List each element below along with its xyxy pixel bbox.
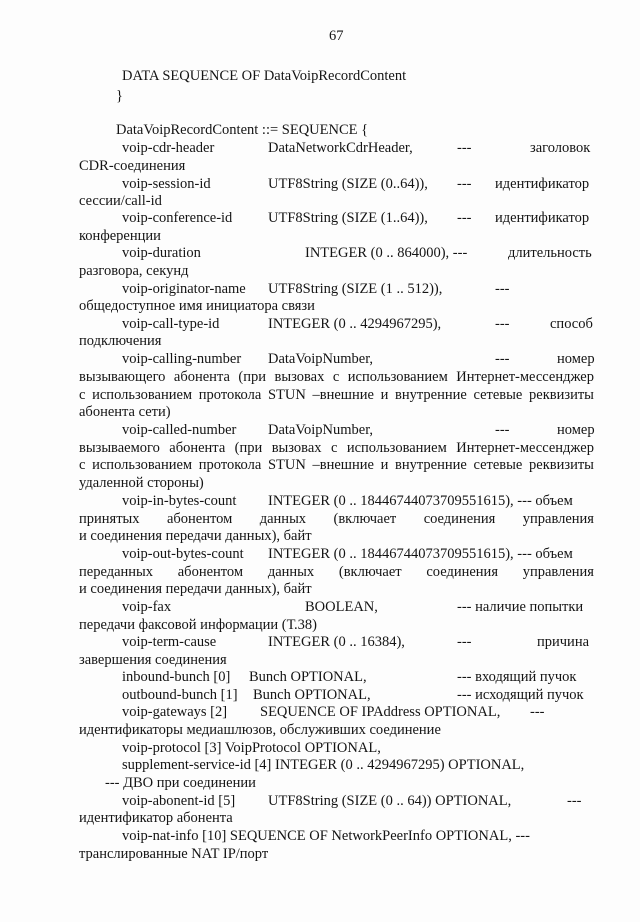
word: абонента [173, 369, 230, 385]
word: соединения [426, 564, 498, 580]
word: и [380, 387, 389, 403]
text-line [0, 597, 640, 617]
text-segment: причина [537, 634, 590, 650]
text-segment: --- [495, 351, 510, 367]
text-segment: --- [495, 422, 510, 438]
text-segment: транслированные NAT IP/порт [79, 846, 269, 862]
text-segment: абонента сети) [79, 404, 171, 420]
text-segment: INTEGER (0 .. 16384), [268, 634, 405, 650]
text-segment: voip-duration [122, 245, 201, 261]
word: протокола [198, 457, 262, 473]
text-segment: CDR-соединения [79, 158, 186, 174]
word: использованием [347, 369, 448, 385]
word: STUN [267, 457, 306, 473]
text-segment: завершения соединения [79, 652, 227, 668]
word: с [79, 457, 86, 473]
text-segment: Bunch OPTIONAL, [253, 687, 371, 703]
text-segment: BOOLEAN, [305, 599, 378, 615]
word: реквизиты [529, 457, 594, 473]
text-segment: --- [530, 704, 545, 720]
text-segment: voip-protocol [3] VoipProtocol OPTIONAL, [122, 740, 381, 756]
word: (при [238, 369, 266, 385]
word: (включает [338, 564, 402, 580]
text-segment: передачи факсовой информации (Т.38) [79, 617, 317, 633]
text-segment: и соединения передачи данных), байт [79, 581, 312, 597]
word: переданных [79, 564, 154, 580]
text-segment: UTF8String (SIZE (0..64)), [268, 176, 428, 192]
text-segment: DataNetworkCdrHeader, [268, 140, 413, 156]
word: управления [522, 511, 594, 527]
text-segment: идентификатор [495, 210, 590, 226]
text-line [0, 66, 640, 86]
text-line [79, 455, 594, 475]
text-segment: номер [557, 422, 595, 438]
text-segment: --- наличие попытки [457, 599, 584, 615]
text-line [0, 632, 640, 652]
text-segment: voip-in-bytes-count [122, 493, 237, 509]
text-segment: outbound-bunch [1] [122, 687, 238, 703]
text-segment: UTF8String (SIZE (0 .. 64)) OPTIONAL, [268, 793, 512, 809]
text-segment: voip-out-bytes-count [122, 546, 244, 562]
text-segment: сессии/call-id [79, 193, 162, 209]
word: вызывающего [79, 369, 166, 385]
text-segment: и соединения передачи данных), байт [79, 528, 312, 544]
text-segment: --- [457, 140, 472, 156]
text-segment: INTEGER (0 .. 18446744073709551615), --- объем [268, 493, 573, 509]
text-line [0, 808, 640, 828]
text-segment: supplement-service-id [4] INTEGER (0 .. 4294967295) OPTIONAL, [122, 757, 525, 773]
text-segment: voip-fax [122, 599, 172, 615]
text-segment: inbound-bunch [0] [122, 669, 231, 685]
word: Интернет-мессенджер [456, 369, 594, 385]
text-segment: voip-gateways [2] [122, 704, 228, 720]
word: STUN [267, 387, 306, 403]
text-line [0, 826, 640, 846]
text-segment: voip-calling-number [122, 351, 242, 367]
word: данных [259, 511, 307, 527]
text-line [0, 138, 640, 158]
text-line [0, 402, 640, 422]
word: внутренние [395, 457, 467, 473]
text-segment: Bunch OPTIONAL, [249, 669, 367, 685]
word: –внешние [312, 457, 374, 473]
word: –внешние [312, 387, 374, 403]
text-segment: конференции [79, 228, 161, 244]
text-segment: --- входящий пучок [457, 669, 577, 685]
word: использованием [346, 440, 447, 456]
word: использованием [92, 387, 193, 403]
text-line [0, 296, 640, 316]
word: реквизиты [529, 387, 594, 403]
word: с [332, 369, 340, 385]
text-line [0, 156, 640, 176]
text-segment: --- исходящий пучок [457, 687, 584, 703]
text-segment: voip-term-cause [122, 634, 217, 650]
text-line [0, 667, 640, 687]
text-segment: --- ДВО при соединении [105, 775, 256, 791]
text-segment: INTEGER (0 .. 4294967295), [268, 316, 442, 332]
page-number-line [0, 26, 640, 46]
text-segment: --- [495, 316, 510, 332]
text-line [0, 773, 640, 793]
word: соединения [423, 511, 496, 527]
word: с [330, 440, 338, 456]
text-segment: --- [457, 634, 472, 650]
text-line [0, 755, 640, 775]
word: (при [234, 440, 263, 456]
word: (включает [333, 511, 397, 527]
text-line [79, 367, 594, 387]
word: использованием [92, 457, 193, 473]
word: данных [267, 564, 315, 580]
text-segment: voip-call-type-id [122, 316, 220, 332]
text-segment: идентификатор [495, 176, 590, 192]
text-line [0, 349, 640, 369]
text-segment: DATA SEQUENCE OF DataVoipRecordContent [122, 68, 407, 84]
text-line [0, 86, 640, 106]
text-segment: voip-abonent-id [5] [122, 793, 236, 809]
text-segment: разговора, секунд [79, 263, 189, 279]
word: сетевые [473, 387, 523, 403]
text-segment: способ [550, 316, 593, 332]
word: внутренние [395, 387, 467, 403]
text-segment: подключения [79, 333, 162, 349]
text-segment: DataVoipNumber, [268, 422, 374, 438]
text-segment: --- [457, 176, 472, 192]
text-segment: номер [557, 351, 595, 367]
word: и [380, 457, 389, 473]
text-line [0, 208, 640, 228]
text-segment: SEQUENCE OF IPAddress OPTIONAL, [260, 704, 501, 720]
text-line [0, 544, 640, 564]
text-segment: --- [567, 793, 582, 809]
text-segment: длительность [508, 245, 592, 261]
word: вызовах [271, 440, 322, 456]
word: принятых [79, 511, 140, 527]
text-segment: UTF8String (SIZE (1 .. 512)), [268, 281, 443, 297]
word: вызовах [274, 369, 325, 385]
text-line [0, 331, 640, 351]
text-line [0, 702, 640, 722]
text-line [0, 473, 640, 493]
word: управления [522, 564, 594, 580]
text-segment: voip-cdr-header [122, 140, 215, 156]
text-line [0, 579, 640, 599]
text-segment: } [116, 88, 123, 104]
text-line [0, 420, 640, 440]
word: абонентом [166, 511, 233, 527]
text-segment: INTEGER (0 .. 18446744073709551615), --- объем [268, 546, 573, 562]
text-line [0, 720, 640, 740]
text-segment: DataVoipRecordContent ::= SEQUENCE { [116, 122, 369, 138]
text-segment: идентификатор абонента [79, 810, 233, 826]
word: Интернет-мессенджер [456, 440, 594, 456]
text-segment: DataVoipNumber, [268, 351, 374, 367]
text-line [0, 491, 640, 511]
text-segment: voip-session-id [122, 176, 211, 192]
text-segment: voip-called-number [122, 422, 237, 438]
word: протокола [198, 387, 262, 403]
text-line [0, 120, 640, 140]
text-segment: общедоступное имя инициатора связи [79, 298, 315, 314]
text-segment: удаленной стороны) [79, 475, 204, 491]
text-line [0, 261, 640, 281]
word: абонентом [177, 564, 244, 580]
word: абонента [169, 440, 226, 456]
text-segment: идентификаторы медиашлюзов, обслуживших соединение [79, 722, 441, 738]
text-segment: INTEGER (0 .. 864000), --- [305, 245, 468, 261]
word: с [79, 387, 86, 403]
text-segment: voip-originator-name [122, 281, 246, 297]
text-segment: --- [457, 210, 472, 226]
text-line [0, 526, 640, 546]
word: сетевые [473, 457, 523, 473]
text-line [0, 844, 640, 864]
text-segment: заголовок [530, 140, 591, 156]
text-segment: UTF8String (SIZE (1..64)), [268, 210, 428, 226]
text-line [0, 243, 640, 263]
word: вызываемого [79, 440, 160, 456]
text-segment: voip-conference-id [122, 210, 233, 226]
page-number: 67 [329, 28, 344, 44]
text-segment: voip-nat-info [10] SEQUENCE OF NetworkPeerInfo OPTIONAL, --- [122, 828, 530, 844]
text-segment: --- [495, 281, 510, 297]
